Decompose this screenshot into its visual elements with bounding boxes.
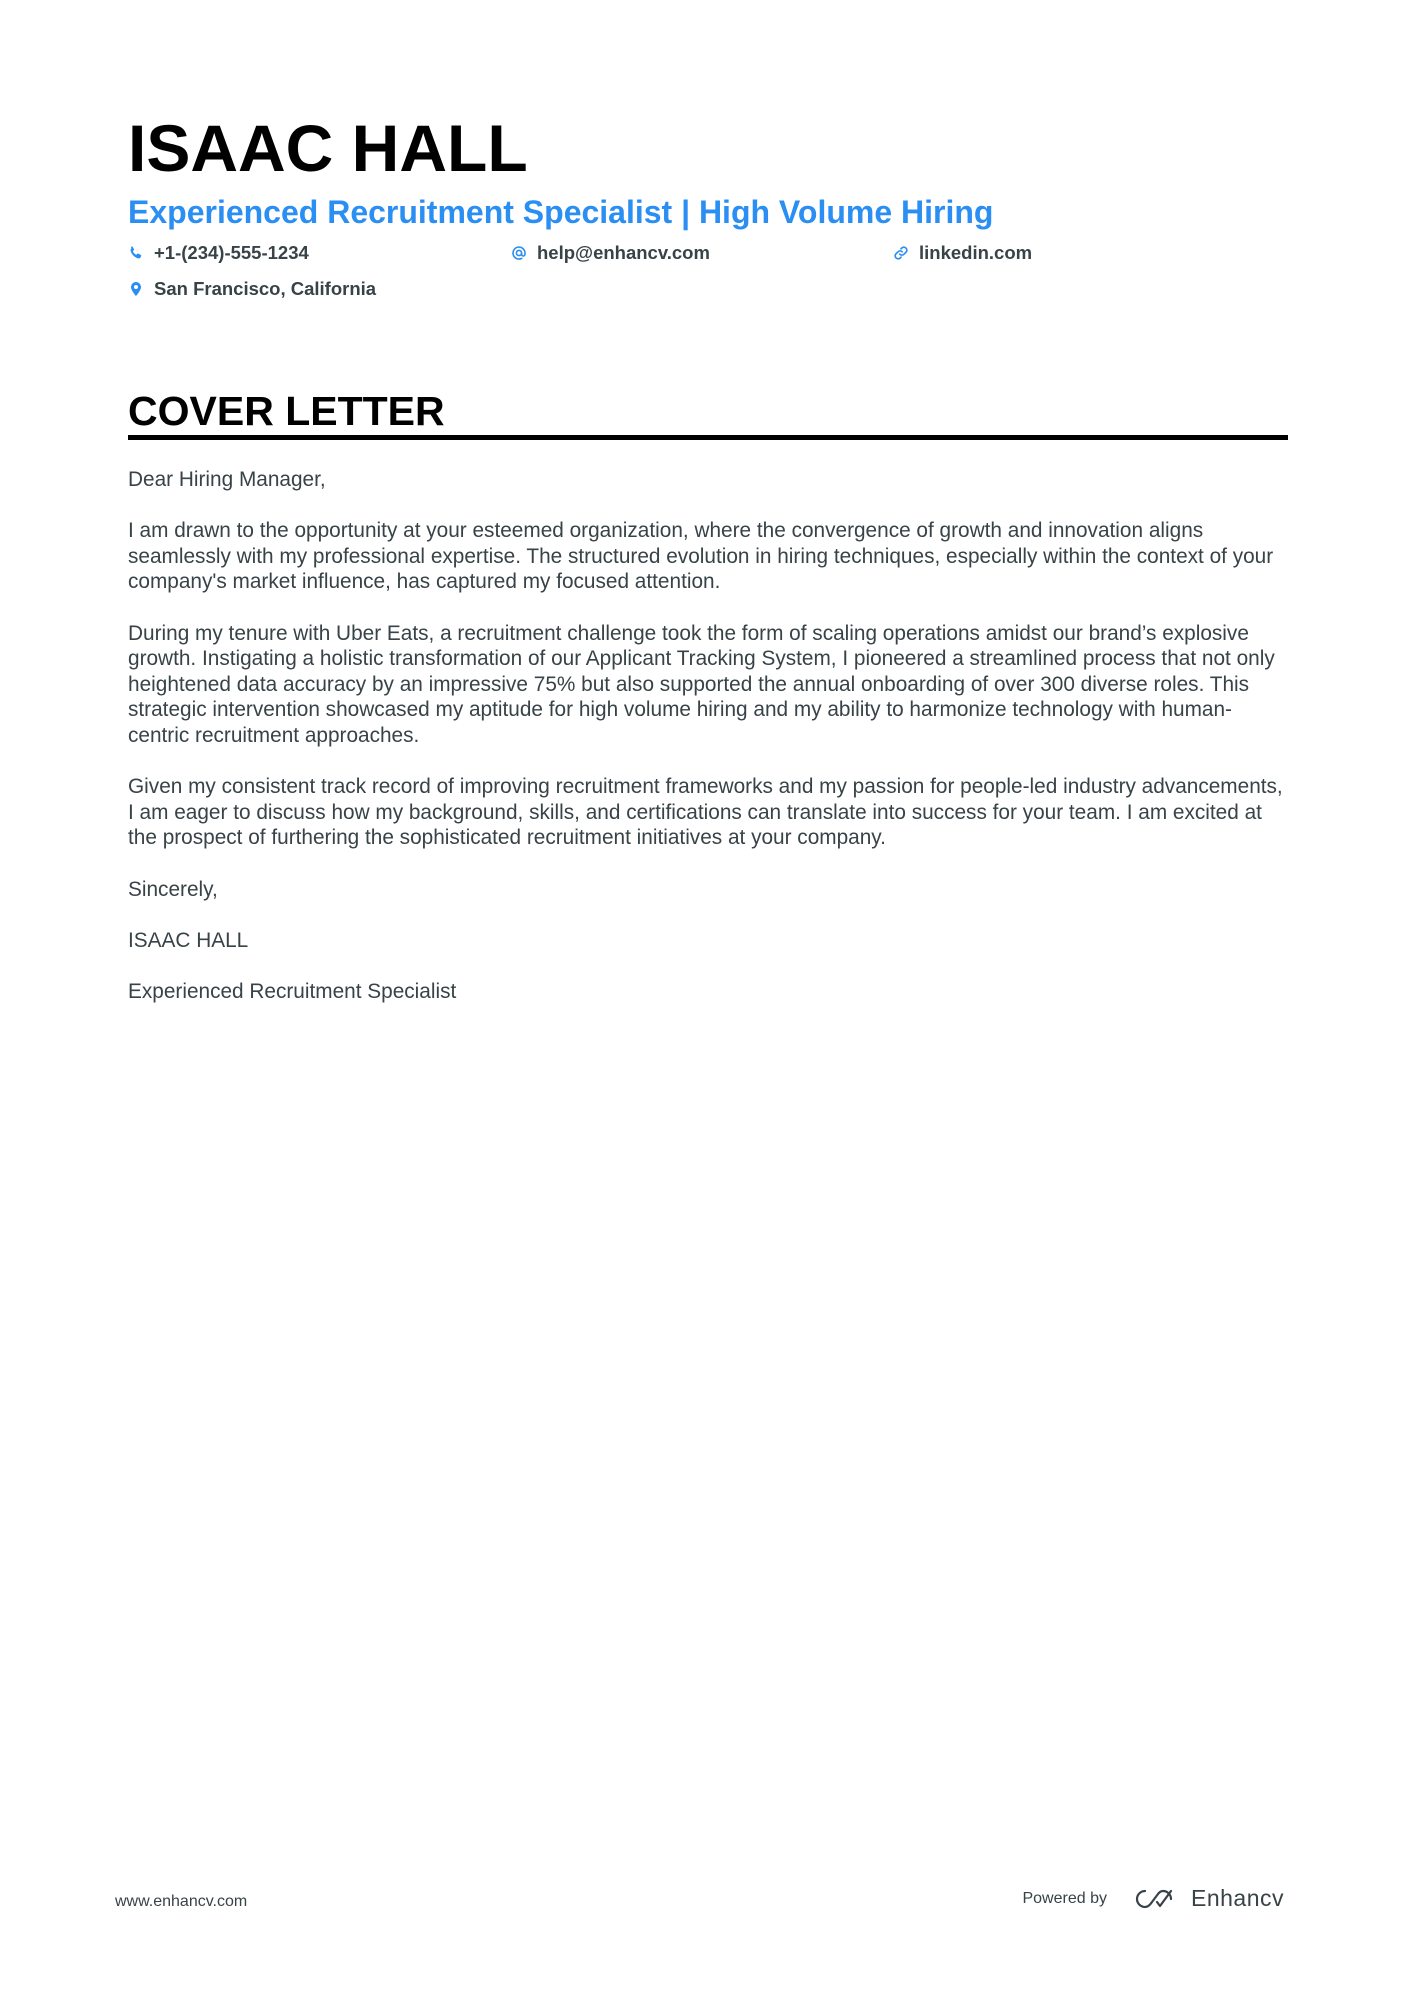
candidate-headline: Experienced Recruitment Specialist | High Volume Hiring bbox=[128, 194, 994, 230]
section-divider bbox=[128, 435, 1288, 440]
at-icon bbox=[511, 245, 527, 261]
contact-phone bbox=[128, 240, 309, 266]
letter-salutation: Dear Hiring Manager, bbox=[128, 468, 326, 491]
letter-paragraph: Given my consistent track record of improving recruitment frameworks and my passion for people-led industry advancements, I am eager to discuss how my background, skills, and certifications can translate into success for your team. I am excited at the prospect of furthering the sophisticated recruitment initiatives at your company. bbox=[128, 775, 1283, 850]
link-icon bbox=[893, 245, 909, 261]
phone-text: +1-(234)-555-1234 bbox=[154, 242, 309, 263]
powered-by-label: Powered by bbox=[1022, 1889, 1107, 1907]
contact-location bbox=[128, 276, 376, 302]
letter-closing: Sincerely, bbox=[128, 877, 218, 901]
phone-icon bbox=[128, 245, 144, 261]
powered-by bbox=[1022, 1885, 1284, 1912]
letter-paragraph: I am drawn to the opportunity at your esteemed organization, where the convergence of growth and innovation aligns seamlessly with my professional expertise. The structured evolution in hiring techniques, especially within the context of your company's market influence, has captured my focused attention. bbox=[128, 519, 1274, 594]
brand-logo[interactable] bbox=[1133, 1885, 1284, 1912]
brand-name: Enhancv bbox=[1190, 1885, 1284, 1911]
letter-paragraph: During my tenure with Uber Eats, a recruitment challenge took the form of scaling operations amidst our brand’s explosive growth. Instigating a holistic transformation of our Applicant Tracking System, I pioneered a streamlined process that not only heightened data accuracy by an impressive 75% but also supported the annual onboarding of over 300 diverse roles. This strategic intervention showcased my aptitude for high volume hiring and my ability to harmonize technology with human-centric recruitment approaches. bbox=[128, 621, 1275, 747]
letter-body bbox=[128, 467, 1288, 1030]
link-text[interactable]: linkedin.com bbox=[919, 242, 1033, 263]
contact-link bbox=[893, 240, 1032, 266]
location-text: San Francisco, California bbox=[154, 278, 377, 299]
signature-title: Experienced Recruitment Specialist bbox=[128, 979, 457, 1003]
enhancv-logo-icon bbox=[1133, 1887, 1179, 1911]
contact-email bbox=[511, 240, 710, 266]
section-title-cover-letter: COVER LETTER bbox=[128, 388, 445, 434]
email-text[interactable]: help@enhancv.com bbox=[537, 242, 710, 263]
map-pin-icon bbox=[128, 281, 144, 297]
signature-name: ISAAC HALL bbox=[128, 928, 249, 952]
candidate-name: ISAAC HALL bbox=[128, 111, 528, 185]
footer-website[interactable]: www.enhancv.com bbox=[115, 1893, 248, 1910]
